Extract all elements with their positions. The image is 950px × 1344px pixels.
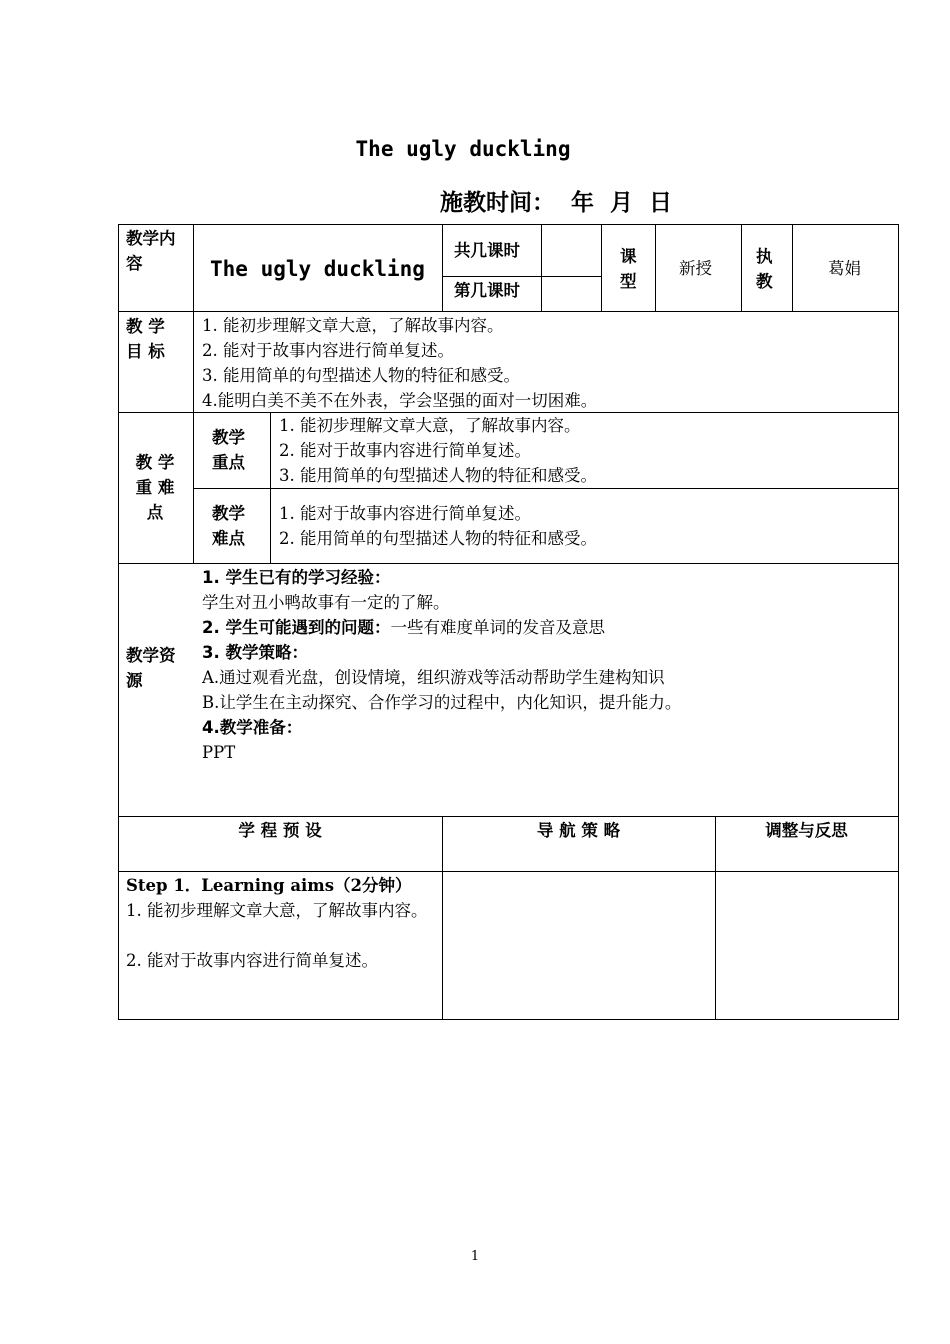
teacher-value: 葛娟: [828, 259, 861, 278]
difficult-point-item: 2. 能用简单的句型描述人物的特征和感受。: [279, 529, 597, 548]
step1-heading: Step 1．Learning aims（2分钟）: [126, 876, 412, 895]
resource-heading: 4.教学准备：: [202, 718, 303, 737]
resource-heading: 1. 学生已有的学习经验：: [202, 568, 391, 587]
keypoints-label: 教 学 重 难 点: [135, 453, 175, 522]
resource-text: PPT: [202, 743, 236, 762]
key-point-item: 2. 能对于故事内容进行简单复述。: [279, 441, 531, 460]
key-point-item: 3. 能用简单的句型描述人物的特征和感受。: [279, 466, 597, 485]
date-line: 施教时间： 年 月 日: [440, 190, 673, 216]
objective-item: 1. 能初步理解文章大意，了解故事内容。: [202, 316, 504, 335]
objective-item: 3. 能用简单的句型描述人物的特征和感受。: [202, 366, 520, 385]
resource-heading: 2. 学生可能遇到的问题：: [202, 618, 391, 637]
objectives-label: 教 学 目 标: [126, 317, 165, 361]
key-points-label: 教学重点: [212, 428, 245, 472]
course-type-label: 课型: [620, 247, 637, 291]
objective-item: 2. 能对于故事内容进行简单复述。: [202, 341, 454, 360]
course-type-value: 新授: [679, 259, 712, 278]
resources-label: 教学资源: [126, 646, 176, 690]
resource-text: B.让学生在主动探究、合作学习的过程中，内化知识，提升能力。: [202, 693, 682, 712]
objective-item: 4.能明白美不美不在外表，学会坚强的面对一切困难。: [202, 391, 598, 410]
document-title: The ugly duckling: [355, 137, 571, 161]
teacher-label: 执教: [756, 247, 773, 291]
column-header-reflection: 调整与反思: [765, 821, 848, 840]
key-point-item: 1. 能初步理解文章大意，了解故事内容。: [279, 416, 581, 435]
column-header-process: 学 程 预 设: [238, 821, 322, 840]
column-header-strategy: 导 航 策 略: [536, 821, 621, 840]
resource-heading: 3. 教学策略：: [202, 643, 308, 662]
resource-text: 学生对丑小鸭故事有一定的了解。: [202, 593, 450, 612]
total-periods-label: 共几课时: [454, 241, 520, 260]
difficult-point-item: 1. 能对于故事内容进行简单复述。: [279, 504, 531, 523]
content-label: 教学内容: [126, 229, 176, 273]
resource-text: A.通过观看光盘，创设情境，组织游戏等活动帮助学生建构知识: [202, 668, 665, 687]
resource-text: 一些有难度单词的发音及意思: [390, 618, 605, 637]
resource-line: [202, 615, 605, 640]
content-value: The ugly duckling: [210, 257, 425, 281]
difficult-points-label: 教学难点: [212, 504, 245, 548]
page-number: 1: [470, 1249, 480, 1264]
step1-item: 2. 能对于故事内容进行简单复述。: [126, 951, 378, 970]
period-number-label: 第几课时: [454, 281, 520, 300]
step1-item: 1. 能初步理解文章大意，了解故事内容。: [126, 901, 428, 920]
